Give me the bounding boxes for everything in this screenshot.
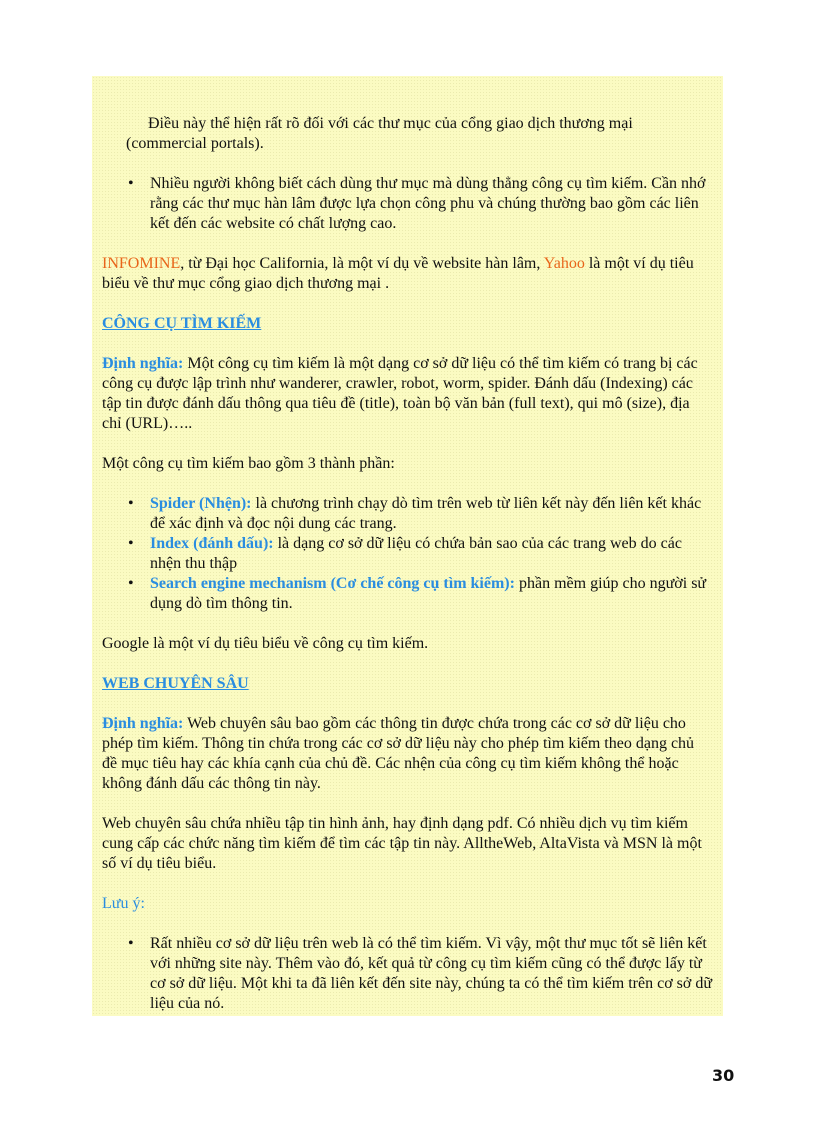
examples-paragraph: INFOMINE, từ Đại học California, là một ví dụ về website hàn lâm, Yahoo là một ví dụ tiêu biểu về thư mục cổng giao dịch thương mại . [102,255,694,292]
list-item: • Index (đánh dấu): là dạng cơ sở dữ liệu có chứa bản sao của các trang web do các nhện thu thập [128,535,682,572]
yahoo-link[interactable]: Yahoo [543,255,585,272]
page-number: 30 [712,1066,735,1085]
intro-paragraph [102,114,713,154]
note-label: Lưu ý: [102,895,145,912]
components-list [102,494,713,614]
search-engine-definition: Định nghĩa: Một công cụ tìm kiếm là một dạng cơ sở dữ liệu có thể tìm kiếm có trang bị các công cụ được lập trình như wanderer, crawler, robot, worm, spider. Đánh dấu (Indexing) các tập tin được đánh dấu thông qua tiêu đề (title), toàn bộ văn bản (full text), qui mô (size), địa chỉ (URL)….. [102,355,698,432]
deep-web-definition: Định nghĩa: Web chuyên sâu bao gồm các thông tin được chứa trong các cơ sở dữ liệu cho phép tìm kiếm. Thông tin chứa trong các cơ sở dữ liệu này cho phép tìm kiếm theo dạng chủ đề mục tiêu hay các khía cạnh của chủ đề. Các nhện của công cụ tìm kiếm không thể hoặc không đánh dấu các thông tin này. [102,715,695,792]
component-term: Index (đánh dấu): [150,535,274,552]
definition-label: Định nghĩa: [102,715,184,732]
component-term: Search engine mechanism (Cơ chế công cụ tìm kiếm): [150,575,515,592]
bullet-icon: • [128,175,134,192]
bullet-icon: • [128,495,134,512]
content-panel [92,76,723,1016]
infomine-link[interactable]: INFOMINE [102,255,181,272]
definition-label: Định nghĩa: [102,355,184,372]
components-intro: Một công cụ tìm kiếm bao gồm 3 thành phần: [102,455,395,472]
bullet-list-directories [102,174,713,234]
component-term: Spider (Nhện): [150,495,252,512]
heading-deep-web[interactable]: WEB CHUYÊN SÂU [102,675,249,692]
list-item: • Search engine mechanism (Cơ chế công cụ tìm kiếm): phần mềm giúp cho người sử dụng dò tìm thông tin. [128,575,707,612]
list-item: • Nhiều người không biết cách dùng thư mục mà dùng thẳng công cụ tìm kiếm. Cần nhớ rằng các thư mục hàn lâm được lựa chọn công phu và chúng thường bao gồm các liên kết đến các website có chất lượng cao. [128,175,706,232]
notes-list [102,934,713,1014]
bullet-icon: • [128,935,134,952]
intro-line-1: Điều này thể hiện rất rõ đối với các thư mục của cổng giao dịch thương mại [148,115,633,132]
intro-line-2: (commercial portals). [126,135,264,152]
bullet-icon: • [128,575,134,592]
list-item: • Spider (Nhện): là chương trình chạy dò tìm trên web từ liên kết này đến liên kết khác để xác định và đọc nội dung các trang. [128,495,702,532]
deep-web-paragraph: Web chuyên sâu chứa nhiều tập tin hình ảnh, hay định dạng pdf. Có nhiều dịch vụ tìm kiếm cung cấp các chức năng tìm kiếm để tìm các tập tin này. AlltheWeb, AltaVista và MSN là một số ví dụ tiêu biểu. [102,815,702,872]
list-item: • Rất nhiều cơ sở dữ liệu trên web là có thể tìm kiếm. Vì vậy, một thư mục tốt sẽ liên kết với những site này. Thêm vào đó, kết quả từ công cụ tìm kiếm cũng có thể được lấy từ cơ sở dữ liệu. Một khi ta đã liên kết đến site này, chúng ta có thể tìm kiếm trên cơ sở dữ liệu của nó. [128,935,713,1012]
heading-search-engine[interactable]: CÔNG CỤ TÌM KIẾM [102,315,262,332]
google-example: Google là một ví dụ tiêu biểu về công cụ tìm kiếm. [102,635,429,652]
bullet-icon: • [128,535,134,552]
